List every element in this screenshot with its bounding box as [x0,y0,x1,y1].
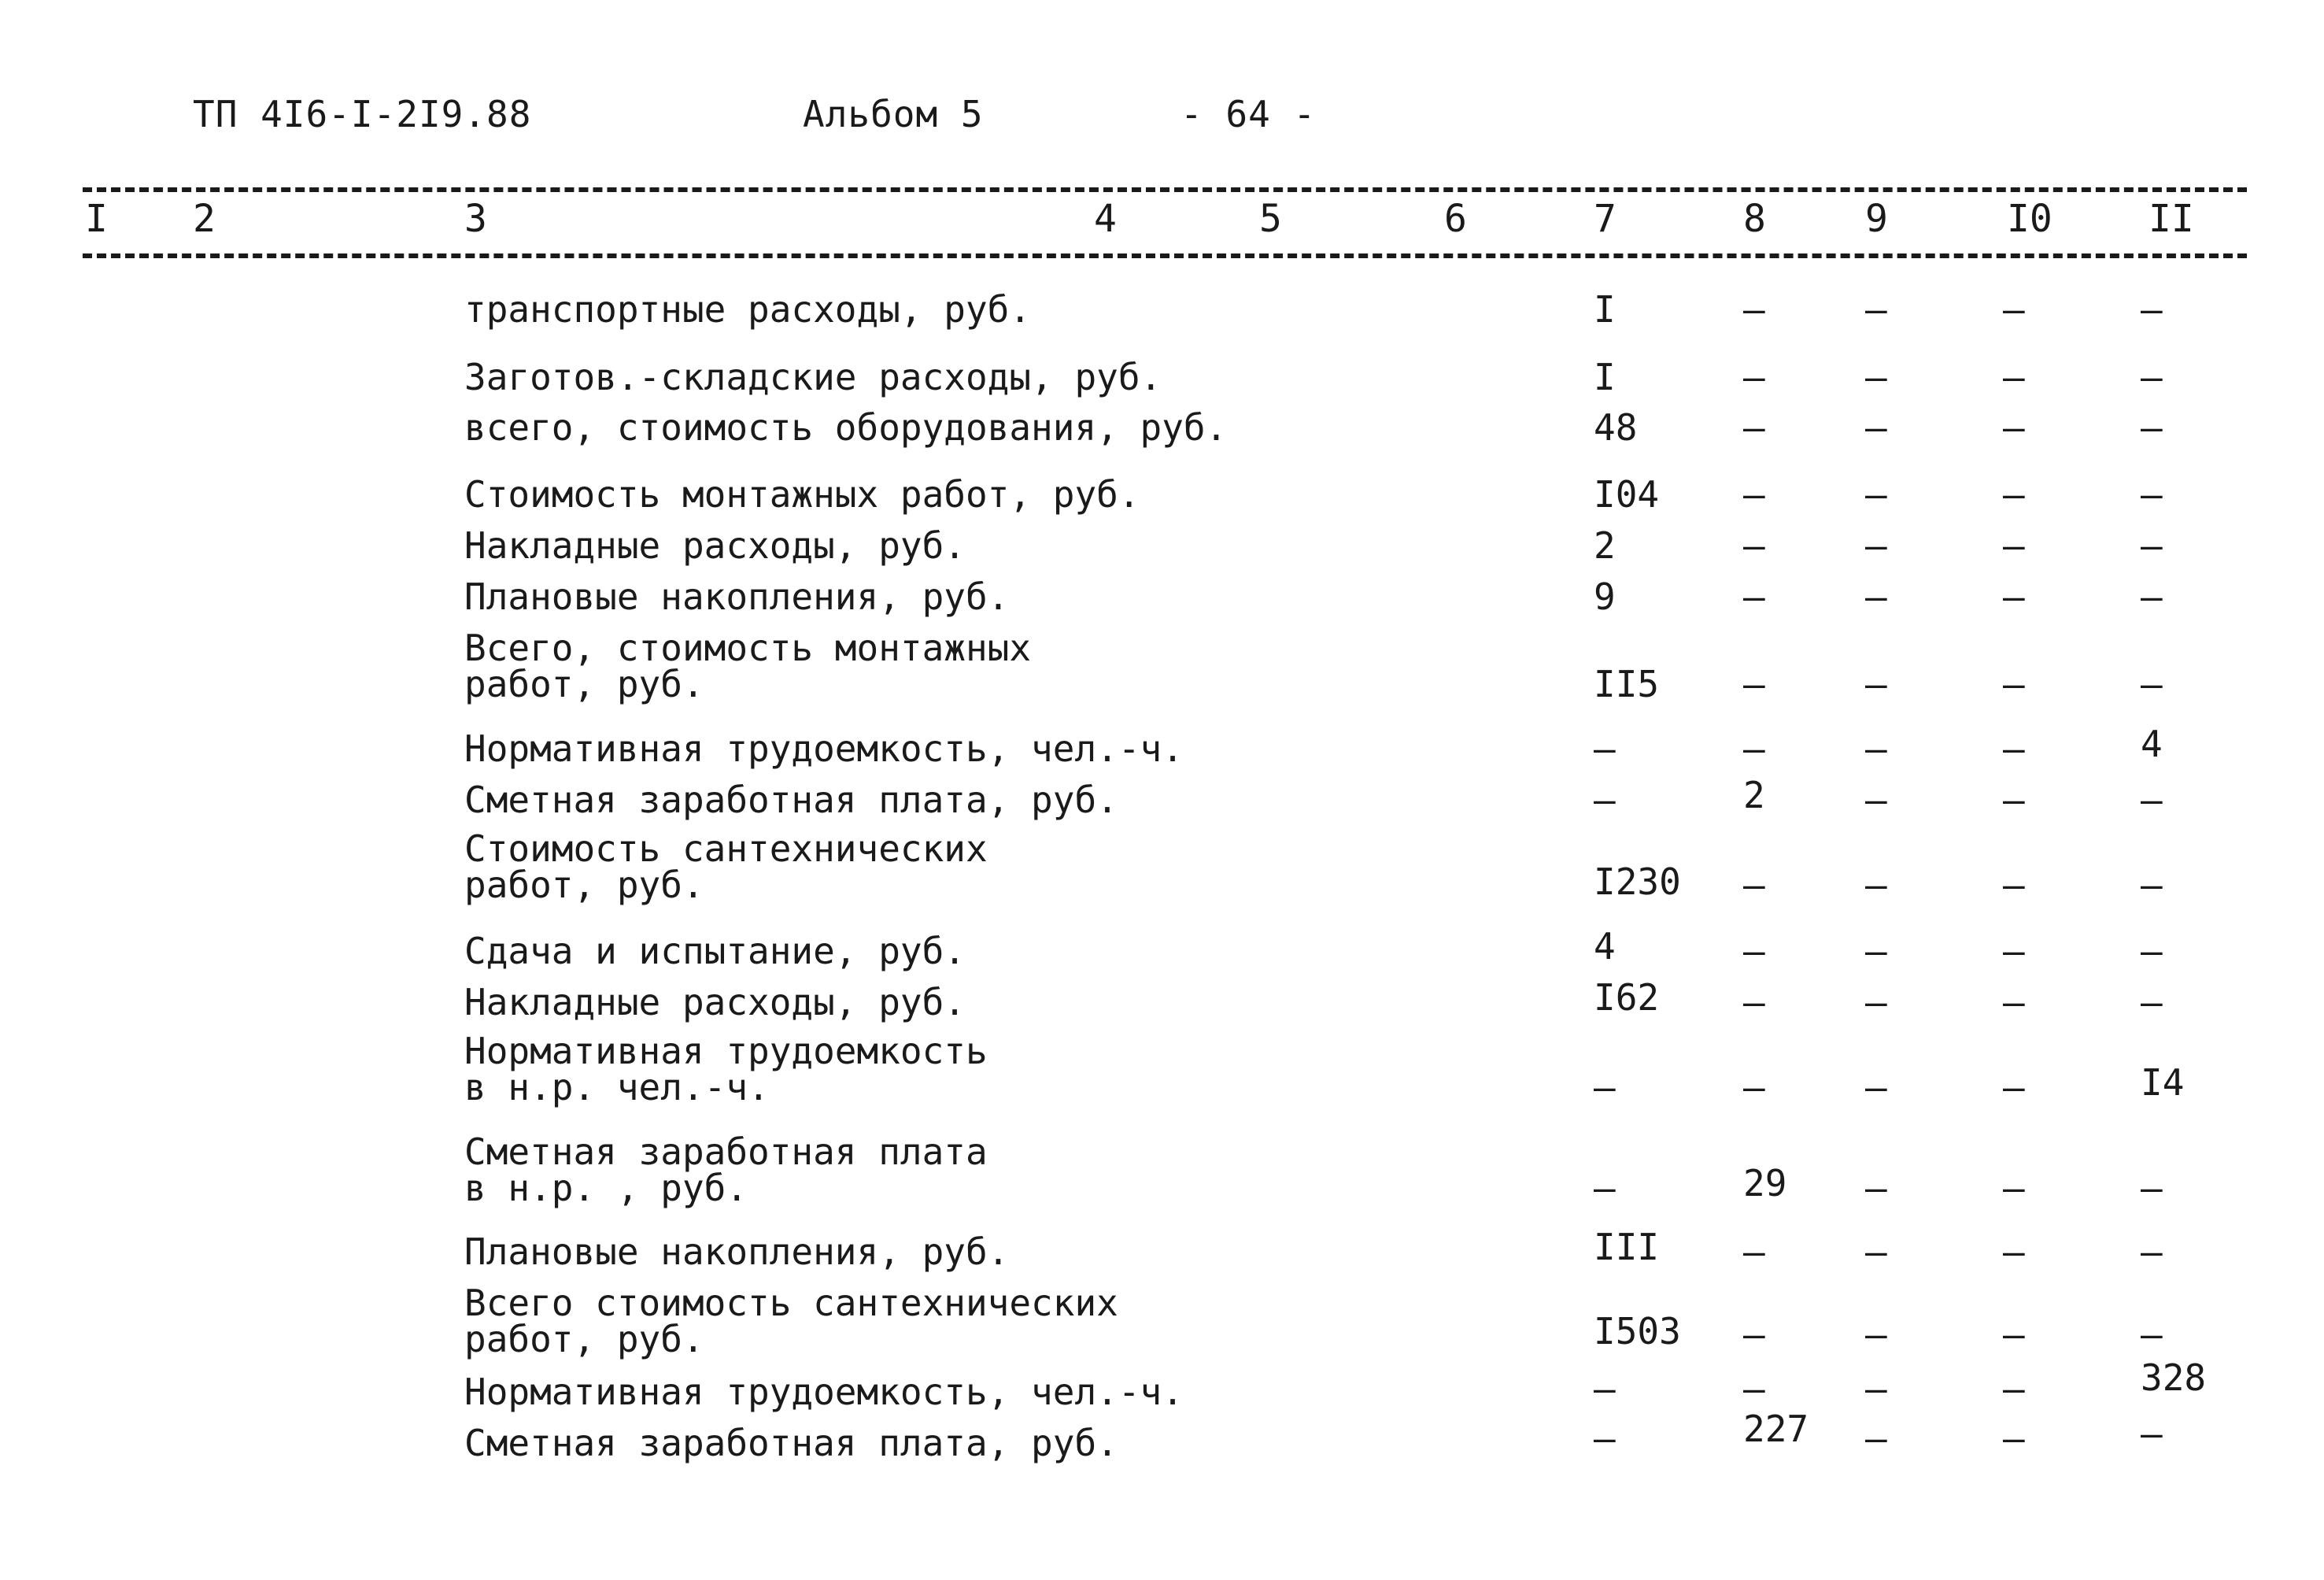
cell-col10: – [2003,1066,2025,1108]
row-label: Всего, стоимость монтажных работ, руб. [464,627,1032,705]
cell-col7: 4 [1594,925,1616,968]
cell-col9: – [1865,473,1887,516]
cell-col11: 328 [2141,1356,2207,1399]
row-label: Сдача и испытание, руб. [464,930,966,972]
cell-col10: – [2003,356,2025,398]
cell-col8: – [1743,981,1765,1023]
column-number-5: 5 [1259,197,1282,241]
cell-col10: – [2003,1313,2025,1356]
cell-col10: – [2003,930,2025,972]
column-number-7: 7 [1594,197,1616,241]
cell-col7: I62 [1594,976,1660,1019]
table-header-rule [83,253,2247,258]
row-label: Всего стоимость сантехнических работ, руб. [464,1282,1118,1360]
column-number-11: II [2148,197,2194,241]
row-label: Нормативная трудоемкость в н.р. чел.-ч. [464,1030,988,1108]
cell-col9: – [1865,575,1887,618]
cell-col9: – [1865,1367,1887,1410]
cell-col11: I4 [2141,1061,2185,1104]
cell-col9: – [1865,663,1887,705]
cell-col9: – [1865,1066,1887,1108]
column-number-3: 3 [464,197,487,241]
cell-col10: – [2003,524,2025,567]
column-number-1: I [85,197,108,241]
cell-col8: – [1743,663,1765,705]
cell-col8: – [1743,1066,1765,1108]
cell-col9: – [1865,1167,1887,1209]
cell-col7: – [1594,1417,1616,1460]
cell-col10: – [2003,663,2025,705]
cell-col11: – [2141,864,2163,906]
cell-col10: – [2003,1230,2025,1273]
cell-col8: 29 [1743,1162,1787,1204]
cell-col9: – [1865,524,1887,567]
cell-col7: I503 [1594,1310,1681,1352]
column-number-2: 2 [193,197,216,241]
cell-col11: – [2141,288,2163,331]
column-number-10: I0 [2007,197,2052,241]
row-label: Заготов.-складские расходы, руб. [464,356,1162,398]
cell-col7: 48 [1594,406,1638,449]
cell-col8: – [1743,524,1765,567]
cell-col9: – [1865,727,1887,770]
cell-col9: – [1865,930,1887,972]
cell-col7: – [1594,727,1616,770]
cell-col7: – [1594,779,1616,821]
cell-col11: – [2141,981,2163,1023]
cell-col7: I04 [1594,473,1660,516]
cell-col7: – [1594,1167,1616,1209]
cell-col8: – [1743,1230,1765,1273]
cell-col9: – [1865,288,1887,331]
cell-col11: – [2141,356,2163,398]
cell-col7: 2 [1594,524,1616,567]
row-label: Сметная заработная плата в н.р. , руб. [464,1130,988,1209]
row-label: Плановые накопления, руб. [464,575,1010,618]
cell-col11: – [2141,1412,2163,1455]
cell-col9: – [1865,406,1887,449]
cell-col11: – [2141,575,2163,618]
cell-col8: – [1743,473,1765,516]
cell-col9: – [1865,779,1887,821]
cell-col10: – [2003,981,2025,1023]
table-top-rule [83,187,2247,192]
cell-col10: – [2003,1417,2025,1460]
cell-col10: – [2003,864,2025,906]
doc-code: ТП 4I6-I-2I9.88 [193,93,532,135]
cell-col11: – [2141,663,2163,705]
cell-col10: – [2003,1367,2025,1410]
cell-col9: – [1865,981,1887,1023]
row-label: Стоимость монтажных работ, руб. [464,473,1140,516]
row-label: Сметная заработная плата, руб. [464,1422,1118,1464]
row-label: Нормативная трудоемкость, чел.-ч. [464,1371,1184,1413]
cell-col9: – [1865,1230,1887,1273]
cell-col10: – [2003,779,2025,821]
cell-col7: – [1594,1066,1616,1108]
cell-col9: – [1865,1417,1887,1460]
cell-col7: I230 [1594,860,1681,903]
cell-col9: – [1865,356,1887,398]
cell-col11: – [2141,473,2163,516]
cell-col10: – [2003,473,2025,516]
cell-col11: – [2141,1313,2163,1356]
cell-col7: III [1594,1226,1660,1268]
cell-col8: – [1743,406,1765,449]
cell-col11: – [2141,1230,2163,1273]
cell-col11: 4 [2141,723,2163,765]
cell-col10: – [2003,288,2025,331]
cell-col10: – [2003,1167,2025,1209]
column-number-6: 6 [1444,197,1467,241]
cell-col7: – [1594,1367,1616,1410]
column-number-9: 9 [1865,197,1888,241]
row-label: всего, стоимость оборудования, руб. [464,406,1228,449]
cell-col7: I [1594,356,1616,398]
cell-col11: – [2141,524,2163,567]
cell-col7: 9 [1594,575,1616,618]
cell-col8: – [1743,575,1765,618]
cell-col8: – [1743,1367,1765,1410]
cell-col8: – [1743,930,1765,972]
row-label: Плановые накопления, руб. [464,1230,1010,1273]
cell-col10: – [2003,727,2025,770]
album-label: Альбом 5 [803,93,984,135]
cell-col8: – [1743,864,1765,906]
cell-col11: – [2141,930,2163,972]
column-number-8: 8 [1743,197,1766,241]
cell-col10: – [2003,406,2025,449]
cell-col11: – [2141,779,2163,821]
cell-col11: – [2141,406,2163,449]
cell-col8: – [1743,727,1765,770]
row-label: Стоимость сантехнических работ, руб. [464,827,988,906]
row-label: Сметная заработная плата, руб. [464,779,1118,821]
column-number-4: 4 [1094,197,1117,241]
cell-col11: – [2141,1167,2163,1209]
cell-col8: – [1743,288,1765,331]
cell-col7: II5 [1594,663,1660,705]
cell-col8: – [1743,356,1765,398]
cell-col10: – [2003,575,2025,618]
row-label: транспортные расходы, руб. [464,288,1032,331]
page-number: - 64 - [1180,93,1317,135]
cell-col9: – [1865,864,1887,906]
cell-col8: 2 [1743,774,1765,816]
cell-col8: 227 [1743,1408,1809,1450]
cell-col8: – [1743,1313,1765,1356]
cell-col7: I [1594,288,1616,331]
row-label: Нормативная трудоемкость, чел.-ч. [464,727,1184,770]
row-label: Накладные расходы, руб. [464,524,966,567]
row-label: Накладные расходы, руб. [464,981,966,1023]
cell-col9: – [1865,1313,1887,1356]
